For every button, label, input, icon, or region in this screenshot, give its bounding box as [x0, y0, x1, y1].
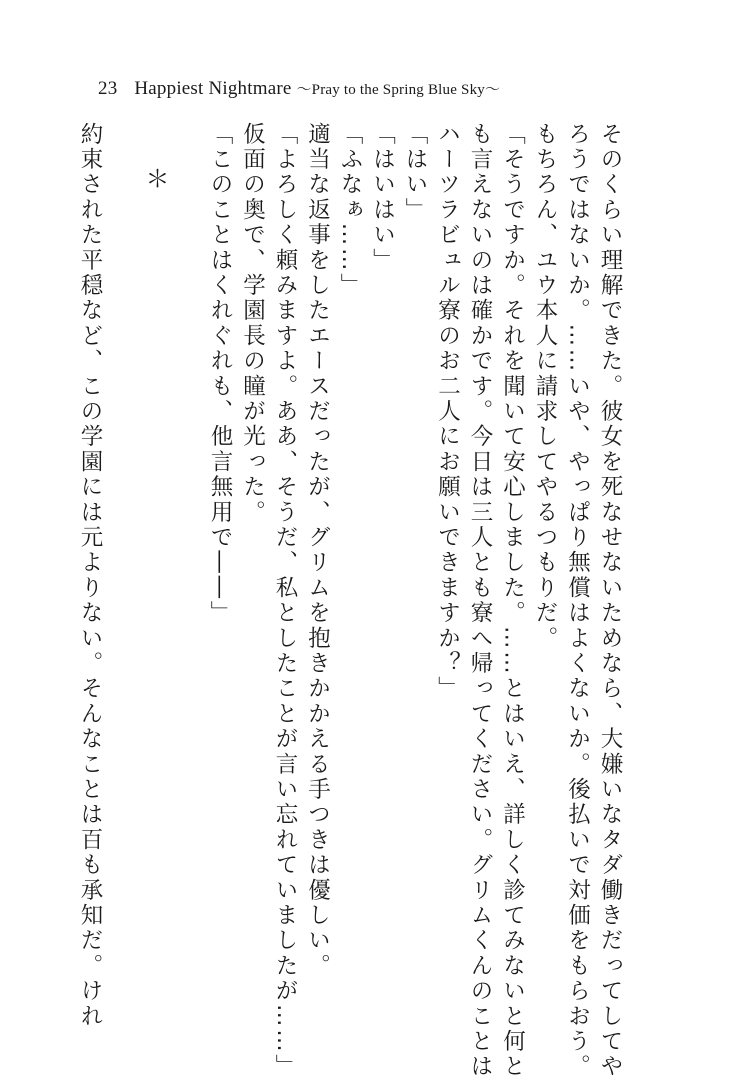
text-line: ろうではないか。……いや、やっぱり無償はよくないか。後払いで対価をもらおう。	[564, 122, 591, 1080]
text-line: も言えないのは確かです。今日は三人とも寮へ帰ってください。グリムくんのことは	[467, 122, 493, 1080]
book-subtitle: ～Pray to the Spring Blue Sky～	[296, 82, 501, 98]
text-line: 約束された平穏など、この学園には元よりない。そんなことは百も承知だ。けれ	[77, 122, 103, 1030]
text-line: ハーツラビュル寮のお二人にお願いできますか？」	[434, 122, 461, 702]
page-header	[98, 78, 500, 100]
text-line: 「よろしく頼みますよ。ああ、そうだ、私としたことが言い忘れていましたが……」	[272, 122, 298, 1080]
text-line: 「はい」	[402, 122, 428, 223]
text-line: 「このことはくれぐれも、他言無用で――」	[207, 122, 233, 626]
text-line: 仮面の奥で、学園長の瞳が光った。	[239, 122, 266, 526]
text-line: 適当な返事をしたエースだったが、グリムを抱きかかえる手つきは優しい。	[304, 122, 331, 979]
text-line: 「はいはい」	[369, 122, 396, 274]
page-number: 23	[98, 78, 118, 99]
blank-line	[106, 122, 139, 902]
text-line: 「そうですか。それを聞いて安心しました。……とはいえ、詳しく診てみないと何と	[499, 122, 526, 1080]
blank-line	[171, 122, 204, 902]
vertical-body-text	[77, 122, 626, 1080]
scene-break-asterisk: ＊	[141, 166, 169, 193]
text-line: そのくらい理解できた。彼女を死なせないためなら、大嫌いなタダ働きだってしてや	[597, 122, 623, 1080]
book-title: Happiest Nightmare	[134, 78, 292, 99]
text-line: もちろん、ユウ本人に請求してやるつもりだ。	[532, 122, 558, 652]
text-line: 「ふなぁ……」	[337, 122, 363, 299]
